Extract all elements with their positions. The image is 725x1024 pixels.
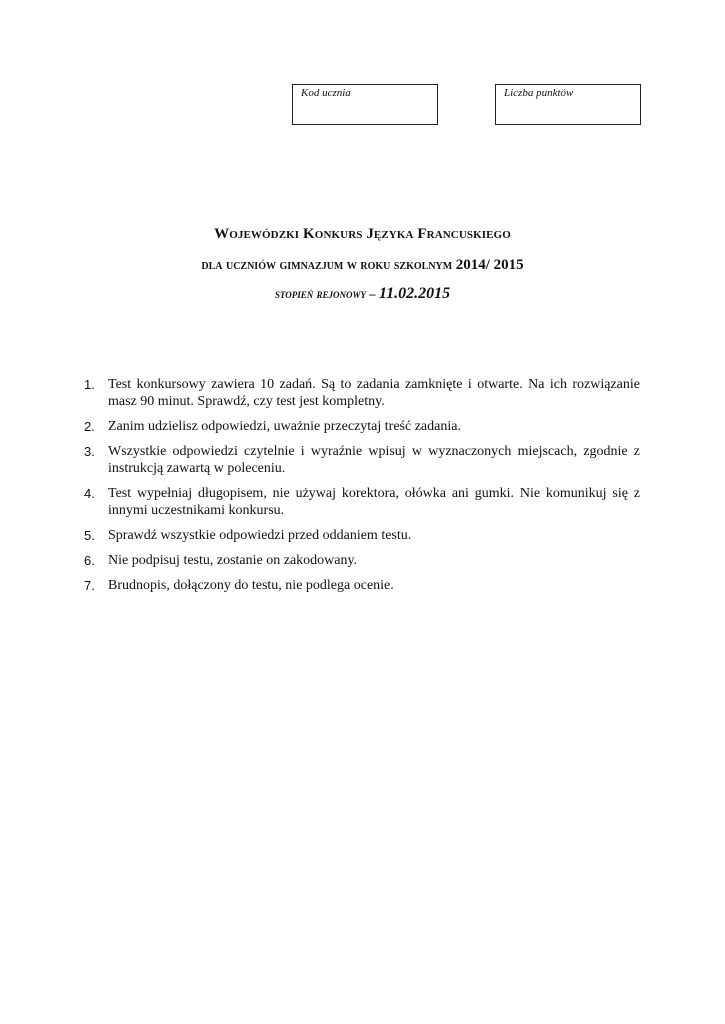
list-item bbox=[84, 485, 640, 519]
contest-title: Wojewódzki Konkurs Języka Francuskiego bbox=[214, 226, 511, 242]
list-item bbox=[84, 443, 640, 477]
list-item-number: 2. bbox=[84, 419, 95, 434]
list-item bbox=[84, 552, 640, 569]
list-item bbox=[84, 418, 640, 435]
contest-subtitle bbox=[0, 257, 725, 274]
list-item-number: 1. bbox=[84, 377, 95, 392]
list-item-text: Test konkursowy zawiera 10 zadań. Są to zadania zamknięte i otwarte. Na ich rozwiązanie masz 90 minut. Sprawdź, czy test jest kompletny. bbox=[108, 377, 640, 409]
instructions-list bbox=[84, 376, 640, 602]
list-item-number: 5. bbox=[84, 528, 95, 543]
school-year: 2014/ 2015 bbox=[455, 257, 524, 273]
list-item bbox=[84, 577, 640, 594]
contest-stage bbox=[0, 285, 725, 303]
subtitle-text: dla uczniów gimnazjum w roku szkolnym bbox=[201, 258, 453, 273]
list-item bbox=[84, 527, 640, 544]
list-item-text: Wszystkie odpowiedzi czytelnie i wyraźnie wpisuj w wyznaczonych miejscach, zgodnie z instrukcją zawartą w poleceniu. bbox=[108, 444, 640, 476]
student-code-box[interactable] bbox=[292, 84, 438, 125]
list-item-text: Test wypełniaj długopisem, nie używaj korektora, ołówka ani gumki. Nie komunikuj się z innymi uczestnikami konkursu. bbox=[108, 486, 640, 518]
list-item-text: Zanim udzielisz odpowiedzi, uważnie przeczytaj treść zadania. bbox=[108, 419, 461, 434]
list-item-text: Brudnopis, dołączony do testu, nie podlega ocenie. bbox=[108, 578, 394, 593]
contest-date: 11.02.2015 bbox=[378, 285, 451, 302]
list-item bbox=[84, 376, 640, 410]
stage-text: stopień rejonowy – bbox=[274, 286, 376, 301]
student-code-label: Kod ucznia bbox=[301, 87, 351, 99]
points-label: Liczba punktów bbox=[504, 87, 574, 99]
list-item-number: 3. bbox=[84, 444, 95, 459]
points-box[interactable] bbox=[495, 84, 641, 125]
list-item-number: 6. bbox=[84, 553, 95, 568]
list-item-text: Sprawdź wszystkie odpowiedzi przed oddaniem testu. bbox=[108, 528, 412, 543]
list-item-number: 4. bbox=[84, 486, 95, 501]
list-item-number: 7. bbox=[84, 578, 95, 593]
list-item-text: Nie podpisuj testu, zostanie on zakodowany. bbox=[108, 553, 358, 568]
